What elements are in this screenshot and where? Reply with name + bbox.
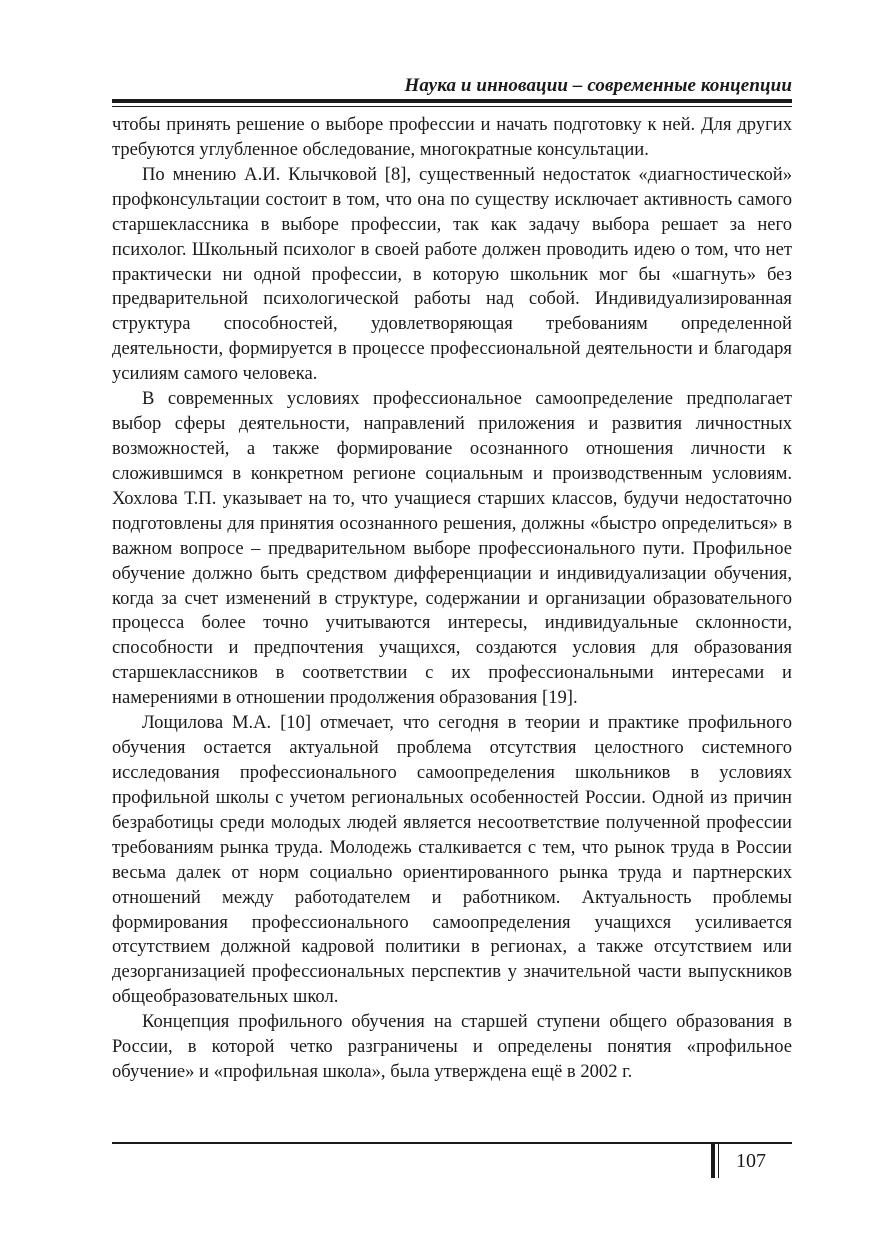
- footer-bar-thick: [711, 1144, 715, 1178]
- running-header: [112, 74, 792, 98]
- footer-rule: [112, 1142, 792, 1144]
- footer-bar-thin: [718, 1144, 719, 1178]
- paragraph-last: Концепция профильного обучения на старшей ступени общего образования в России, в которой четко разграничены и определены понятия «профильное обучение» и «профильная школа», была утверждена ещё в 2002 г.: [112, 1011, 792, 1083]
- paragraph: В современных условиях профессиональное самоопределение предполагает выбор сферы деятельности, направлений приложения и развития личностных возможностей, а также формирование осознанного отношения личности к сложившимся в конкретном регионе социальным и производственным условиям. Хохлова Т.П. указывает на то, что учащиеся старших классов, будучи недостаточно подготовлены для принятия осознанного решения, должны «быстро определиться» в важном вопросе – предварительном выборе профессионального пути. Профильное обучение должно быть средством дифференциации и индивидуализации обучения, когда за счет изменений в структуре, содержании и организации образовательного процесса более точно учитываются интересы, индивидуальные склонности, способности и предпочтения учащихся, создаются условия для образования старшеклассников в соответствии с их профессиональными интересами и намерениями в отношении продолжения образования [19].: [112, 388, 792, 709]
- paragraph: По мнению А.И. Клычковой [8], существенный недостаток «диагностической» профконсультации состоит в том, что она по существу исключает активность самого старшеклассника в выборе профессии, так как задачу выбора решает за него психолог. Школьный психолог в своей работе должен проводить идею о том, что нет практически ни одной профессии, в которую школьник мог бы «шагнуть» без предварительной психологической работы над собой. Индивидуализированная структура способностей, удовлетворяющая требованиям определенной деятельности, формируется в процессе профессиональной деятельности и благодаря усилиям самого человека.: [112, 163, 792, 385]
- header-rule-thin: [112, 106, 792, 107]
- paragraph: Лощилова М.А. [10] отмечает, что сегодня в теории и практике профильного обучения остается актуальной проблема отсутствия целостного системного исследования профессионального самоопределения школьников в условиях профильной школы с учетом региональных особенностей России. Одной из причин безработицы среди молодых людей является несоответствие полученной профессии требованиям рынка труда. Молодежь сталкивается с тем, что рынок труда в России весьма далек от норм социально ориентированного рынка труда и партнерских отношений между работодателем и работником. Актуальность проблемы формирования профессионального самоопределения учащихся усиливается отсутствием должной кадровой политики в регионах, а также отсутствием или дезорганизацией профессиональных перспектив у значительной части выпускников общеобразовательных школ.: [112, 712, 792, 1008]
- body-text: [112, 113, 792, 1085]
- running-title: Наука и инновации – современные концепции: [404, 75, 792, 96]
- header-rule-thick: [112, 99, 792, 103]
- paragraph-continued: чтобы принять решение о выборе профессии и начать подготовку к ней. Для других требуются углубленное обследование, многократные консультации.: [112, 114, 792, 160]
- page-number: 107: [736, 1150, 766, 1172]
